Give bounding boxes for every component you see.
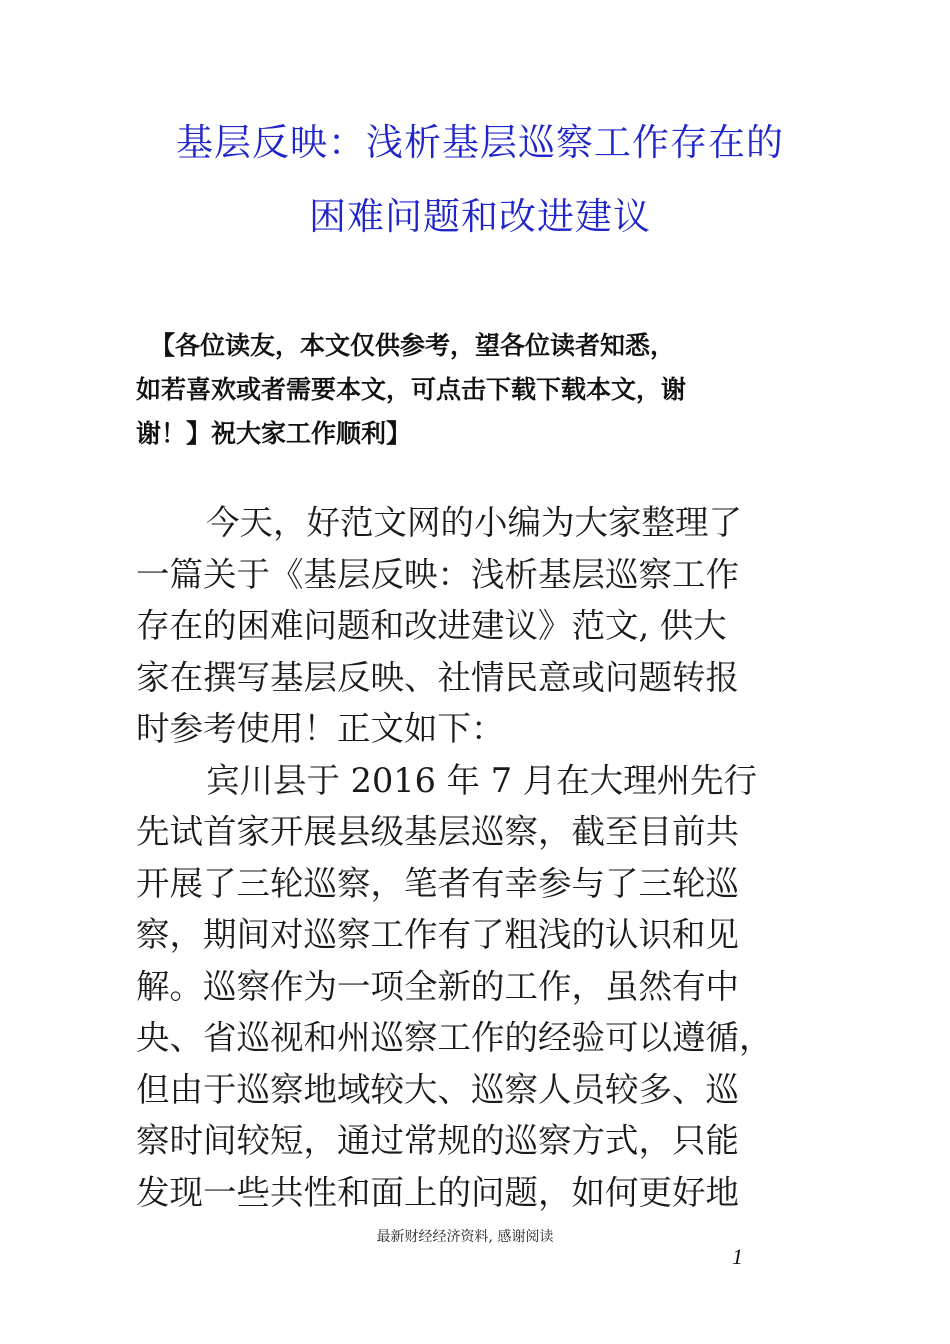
body-line: 时参考使用！正文如下： (136, 709, 505, 748)
body-line: 家在撰写基层反映、社情民意或问题转报 (136, 657, 739, 697)
body-line: 宾川县于 2016 年 7 月在大理州先行 (206, 760, 758, 800)
body-line: 但由于巡察地域较大、巡察人员较多、巡 (136, 1069, 739, 1109)
body-line: 今天，好范文网的小编为大家整理了 (206, 503, 742, 542)
document-title-line-2: 困难问题和改进建议 (309, 195, 651, 238)
body-line: 存在的困难问题和改进建议》范文, 供大 (136, 606, 727, 645)
footer-note: 最新财经经济资料, 感谢阅读 (376, 1229, 554, 1245)
body-line: 察，期间对巡察工作有了粗浅的认识和见 (136, 915, 739, 954)
notice-line: 谢！】祝大家工作顺利】 (136, 419, 412, 448)
page-number: 1 (732, 1244, 743, 1269)
document-title-line-1: 基层反映：浅析基层巡察工作存在的 (176, 121, 784, 164)
body-line: 央、省巡视和州巡察工作的经验可以遵循， (136, 1018, 773, 1057)
body-line: 察时间较短，通过常规的巡察方式，只能 (136, 1121, 739, 1160)
body-text (136, 497, 836, 1218)
body-line: 一篇关于《基层反映：浅析基层巡察工作 (136, 554, 739, 594)
notice-line: 【各位读友，本文仅供参考，望各位读者知悉， (150, 331, 676, 360)
body-line: 开展了三轮巡察，笔者有幸参与了三轮巡 (136, 863, 739, 903)
body-line: 先试首家开展县级基层巡察，截至目前共 (136, 812, 739, 851)
reader-notice (136, 324, 836, 456)
body-line: 解。巡察作为一项全新的工作，虽然有中 (136, 966, 739, 1006)
notice-line: 如若喜欢或者需要本文，可点击下载下载本文，谢 (136, 375, 687, 404)
body-line: 发现一些共性和面上的问题，如何更好地 (136, 1172, 739, 1212)
